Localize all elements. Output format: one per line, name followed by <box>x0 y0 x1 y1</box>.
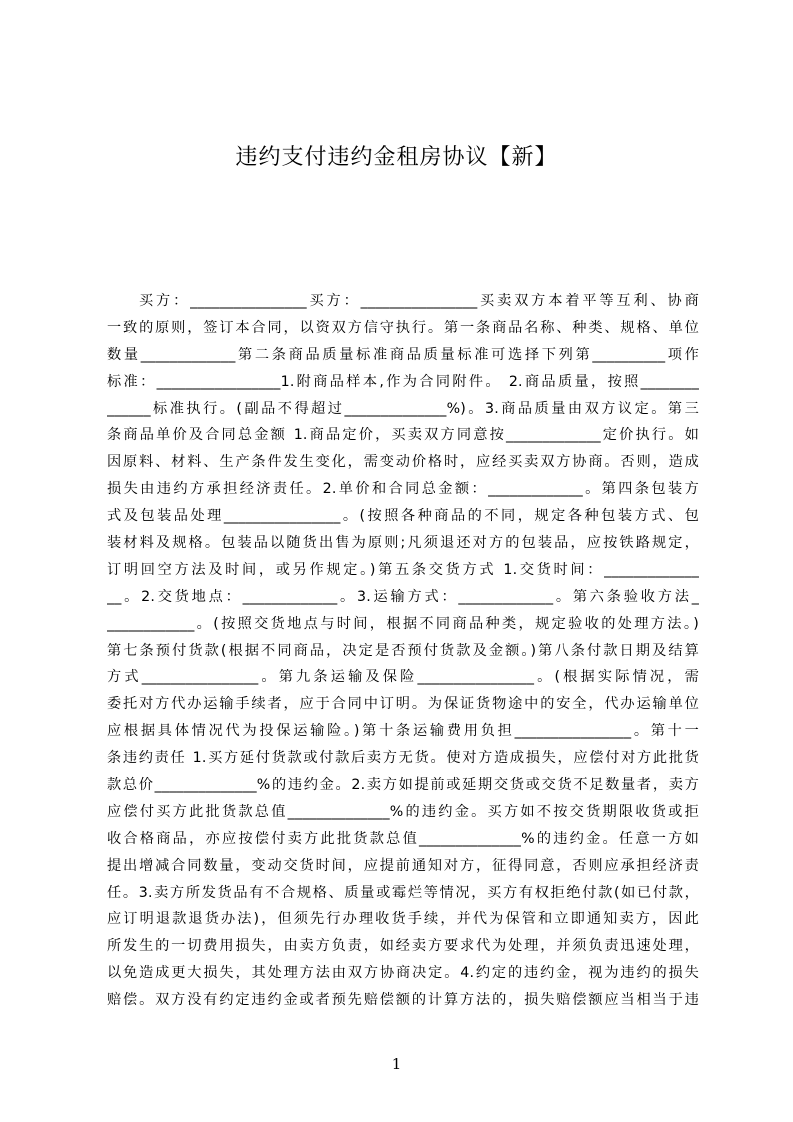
body-line: 式及包装品处理________________。(按照各种商品的不同，规定各种包装方式、包 <box>107 508 699 525</box>
body-line: 买方：________________买方：________________买卖双方本着平等互利、协商 <box>139 293 699 309</box>
body-line: 订明回空方法及时间，或另作规定。)第五条交货方式 1.交货时间：_____________ <box>107 561 699 578</box>
body-line: 委托对方代办运输手续者，应于合同中订明。为保证货物途中的安全，代办运输单位 <box>107 696 699 713</box>
body-line: 赔偿。双方没有约定违约金或者预先赔偿额的计算方法的，损失赔偿额应当相当于违 <box>107 992 699 1009</box>
body-line: 方式________________。第九条运输及保险________________。(根据实际情况，需 <box>107 669 699 686</box>
body-line: 数量_____________第二条商品质量标准商品质量标准可选择下列第__________项作 <box>107 346 699 363</box>
document-body <box>107 288 699 1014</box>
body-line: 所发生的一切费用损失，由卖方负责，如经卖方要求代为处理，并须负责迅速处理， <box>107 938 699 955</box>
body-line: 应根据具体情况代为投保运输险。)第十条运输费用负担________________。第十一 <box>107 723 699 740</box>
body-line: ______标准执行。(副品不得超过______________%)。3.商品质量由双方议定。第三 <box>107 400 699 417</box>
document-title: 违约支付违约金租房协议【新】 <box>235 145 558 170</box>
body-line: 款总价______________%的违约金。2.卖方如提前或延期交货或交货不足数量者，卖方 <box>107 777 699 794</box>
body-line: __。2.交货地点：_____________。3.运输方式：_____________。第六条验收方法_ <box>107 588 699 605</box>
body-line: 任。3.卖方所发货品有不合规格、质量或霉烂等情况，买方有权拒绝付款(如已付款， <box>107 884 699 901</box>
body-line: 因原料、材料、生产条件发生变化，需变动价格时，应经买卖双方协商。否则，造成 <box>107 454 699 471</box>
body-line: 应偿付买方此批货款总值______________%的违约金。买方如不按交货期限收货或拒 <box>107 803 699 820</box>
page-number: 1 <box>391 1055 402 1073</box>
body-line: 条商品单价及合同总金额 1.商品定价，买卖双方同意按_____________定价执行。如 <box>107 427 699 444</box>
body-line: 一致的原则，签订本合同，以资双方信守执行。第一条商品名称、种类、规格、单位 <box>107 319 699 336</box>
body-line: 损失由违约方承担经济责任。2.单价和合同总金额：_____________。第四条包装方 <box>107 481 699 498</box>
body-line: 条违约责任 1.买方延付货款或付款后卖方无货。使对方造成损失，应偿付对方此批货 <box>107 750 699 767</box>
body-line: 应订明退款退货办法)，但须先行办理收货手续，并代为保管和立即通知卖方，因此 <box>107 911 699 928</box>
body-line: 标准：_________________1.附商品样本,作为合同附件。 2.商品质量，按照________ <box>107 373 699 390</box>
body-line: 以免造成更大损失，其处理方法由双方协商决定。4.约定的违约金，视为违约的损失 <box>107 965 699 982</box>
body-line: 提出增减合同数量，变动交货时间，应提前通知对方，征得同意，否则应承担经济责 <box>107 857 699 874</box>
body-line: ____________。(按照交货地点与时间，根据不同商品种类，规定验收的处理方法。) <box>107 615 699 632</box>
body-line: 收合格商品，亦应按偿付卖方此批货款总值______________%的违约金。任意一方如 <box>107 830 699 847</box>
body-line: 装材料及规格。包装品以随货出售为原则;凡须退还对方的包装品，应按铁路规定， <box>107 535 699 552</box>
body-line: 第七条预付货款(根据不同商品，决定是否预付货款及金额。)第八条付款日期及结算 <box>107 642 699 659</box>
